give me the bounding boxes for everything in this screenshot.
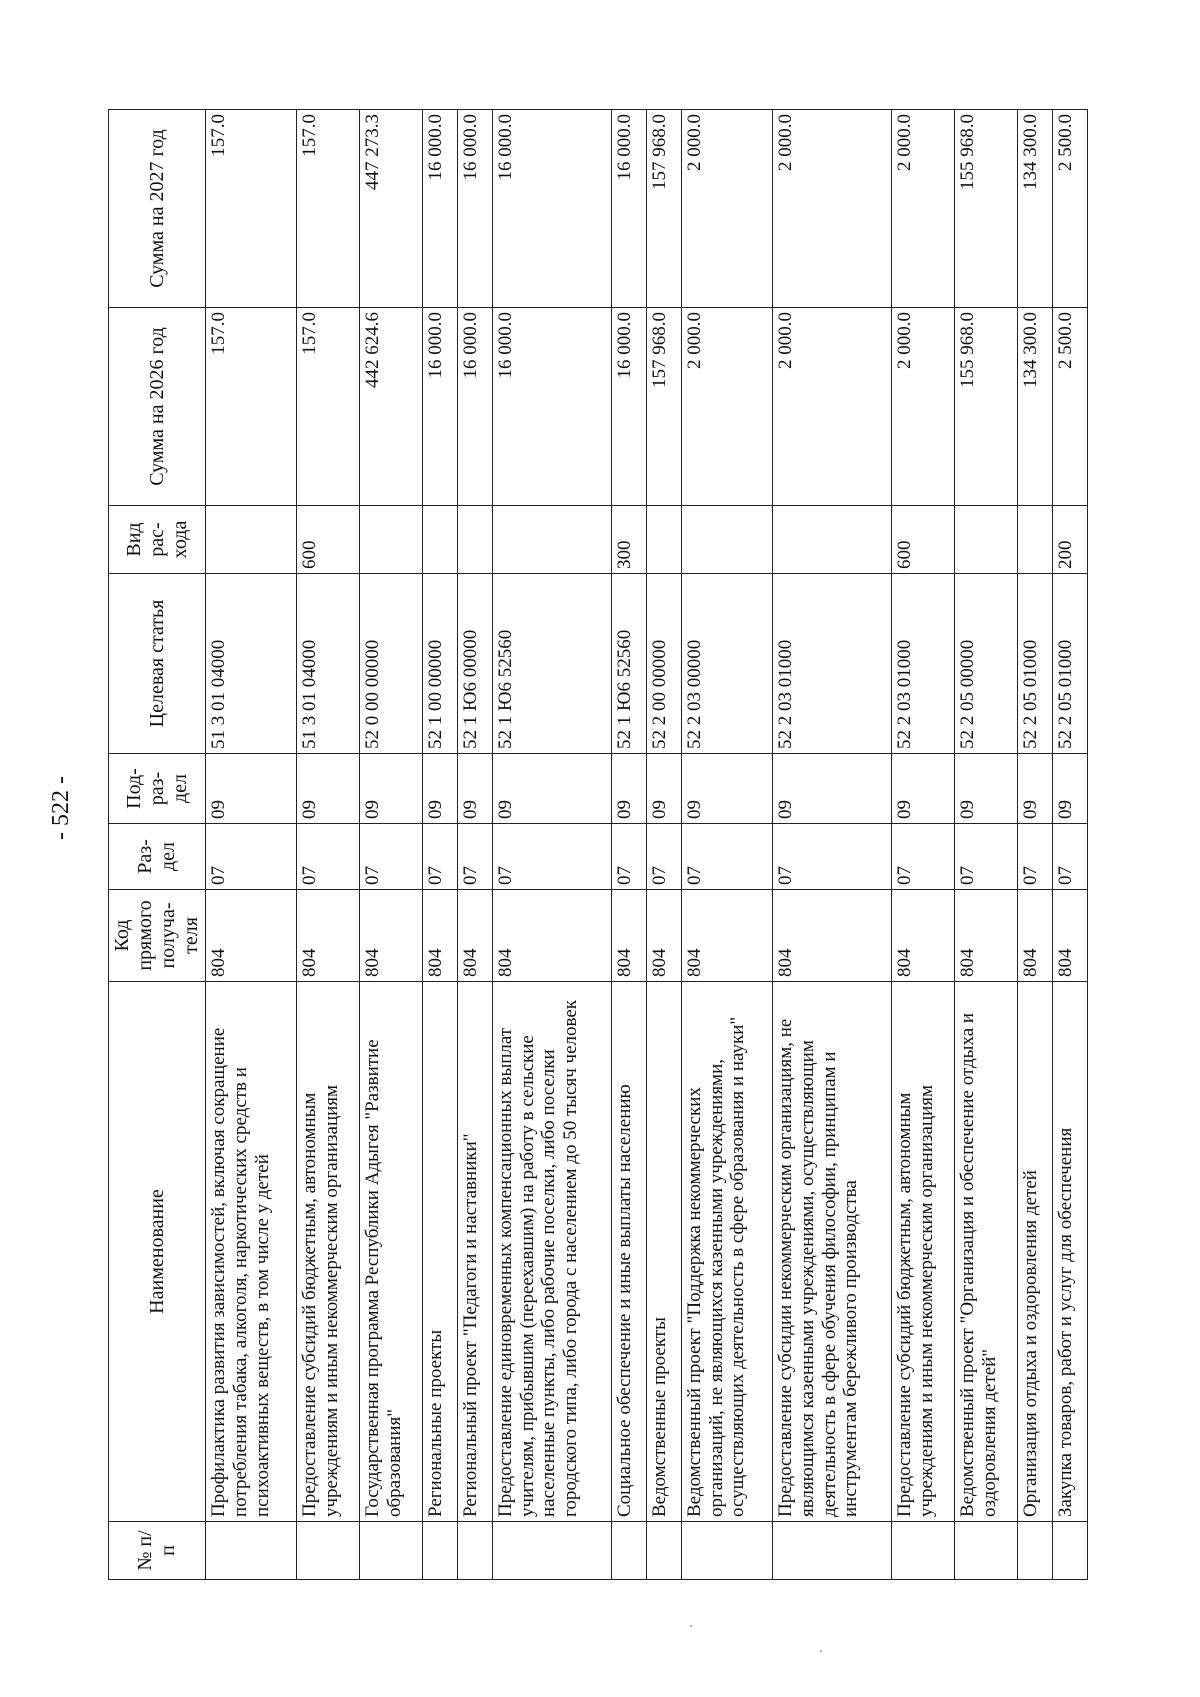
cell-vid — [423, 506, 458, 574]
cell-name: Предоставление субсидии некоммерческим организациям, не являющимся казенными учреждениями, осуществляющим деятельность в сфере обучения философии, принципам и инструментам бережливого производства — [772, 982, 892, 1522]
table-row — [955, 110, 1018, 1580]
cell-vid — [360, 506, 423, 574]
cell-tselevaya: 52 1 00 00000 — [423, 574, 458, 754]
cell-podrazdel: 09 — [1018, 754, 1053, 824]
cell-podrazdel: 09 — [457, 754, 492, 824]
cell-num — [1018, 1522, 1053, 1580]
cell-tselevaya: 52 2 00 00000 — [646, 574, 681, 754]
cell-tselevaya: 51 3 01 04000 — [297, 574, 360, 754]
cell-vid — [772, 506, 892, 574]
cell-name: Государственная программа Республики Адыгея "Развитие образования" — [360, 982, 423, 1522]
cell-sum-2026: 2 000.0 — [772, 308, 892, 506]
cell-num — [681, 1522, 772, 1580]
cell-num — [492, 1522, 612, 1580]
cell-vid — [206, 506, 297, 574]
header-tselevaya: Целевая статья — [109, 574, 206, 754]
cell-podrazdel: 09 — [646, 754, 681, 824]
cell-sum-2026: 16 000.0 — [457, 308, 492, 506]
header-code: Код прямого получа-теля — [109, 890, 206, 982]
header-podrazdel: Под-раз-дел — [109, 754, 206, 824]
cell-sum-2027: 157.0 — [206, 110, 297, 308]
cell-razdel: 07 — [1053, 824, 1088, 890]
cell-sum-2026: 16 000.0 — [423, 308, 458, 506]
cell-code: 804 — [360, 890, 423, 982]
cell-tselevaya: 52 2 05 01000 — [1018, 574, 1053, 754]
cell-tselevaya: 52 2 05 00000 — [955, 574, 1018, 754]
cell-razdel: 07 — [206, 824, 297, 890]
cell-name: Региональный проект "Педагоги и наставники" — [457, 982, 492, 1522]
header-num: № п/п — [109, 1522, 206, 1580]
cell-num — [772, 1522, 892, 1580]
cell-num — [457, 1522, 492, 1580]
cell-razdel: 07 — [360, 824, 423, 890]
cell-sum-2027: 16 000.0 — [457, 110, 492, 308]
cell-code: 804 — [892, 890, 955, 982]
cell-num — [423, 1522, 458, 1580]
cell-name: Закупка товаров, работ и услуг для обеспечения — [1053, 982, 1088, 1522]
table-header-row — [109, 110, 206, 1580]
cell-razdel: 07 — [955, 824, 1018, 890]
cell-razdel: 07 — [457, 824, 492, 890]
cell-sum-2026: 134 300.0 — [1018, 308, 1053, 506]
cell-vid — [955, 506, 1018, 574]
cell-code: 804 — [457, 890, 492, 982]
cell-razdel: 07 — [423, 824, 458, 890]
cell-sum-2027: 16 000.0 — [423, 110, 458, 308]
cell-podrazdel: 09 — [681, 754, 772, 824]
cell-sum-2027: 2 500.0 — [1053, 110, 1088, 308]
cell-name: Ведомственный проект "Организация и обеспечение отдыха и оздоровления детей" — [955, 982, 1018, 1522]
cell-name: Предоставление единовременных компенсационных выплат учителям, прибывшим (переехавшим) на работу в сельские населенные пункты, либо рабочие поселки, либо поселки городского типа, либо города с населением до 50 тысяч человек — [492, 982, 612, 1522]
cell-code: 804 — [955, 890, 1018, 982]
cell-name: Ведомственный проект "Поддержка некоммерческих организаций, не являющихся казенными учреждениями, осуществляющих деятельность в сфере образования и науки" — [681, 982, 772, 1522]
table-row — [1018, 110, 1053, 1580]
cell-sum-2027: 134 300.0 — [1018, 110, 1053, 308]
cell-podrazdel: 09 — [772, 754, 892, 824]
cell-code: 804 — [297, 890, 360, 982]
cell-code: 804 — [423, 890, 458, 982]
cell-razdel: 07 — [772, 824, 892, 890]
cell-vid — [646, 506, 681, 574]
cell-podrazdel: 09 — [892, 754, 955, 824]
cell-sum-2027: 157 968.0 — [646, 110, 681, 308]
cell-tselevaya: 52 2 03 01000 — [892, 574, 955, 754]
table-row — [206, 110, 297, 1580]
cell-podrazdel: 09 — [297, 754, 360, 824]
cell-code: 804 — [612, 890, 647, 982]
cell-tselevaya: 51 3 01 04000 — [206, 574, 297, 754]
cell-sum-2026: 157 968.0 — [646, 308, 681, 506]
cell-name: Ведомственные проекты — [646, 982, 681, 1522]
cell-sum-2027: 447 273.3 — [360, 110, 423, 308]
cell-code: 804 — [1053, 890, 1088, 982]
cell-sum-2027: 2 000.0 — [892, 110, 955, 308]
table-row — [492, 110, 612, 1580]
cell-podrazdel: 09 — [1053, 754, 1088, 824]
cell-name: Социальное обеспечение и иные выплаты населению — [612, 982, 647, 1522]
cell-code: 804 — [492, 890, 612, 982]
table-row — [772, 110, 892, 1580]
header-sum-2027: Сумма на 2027 год — [109, 110, 206, 308]
rotated-table-container — [108, 110, 1088, 1580]
cell-vid — [457, 506, 492, 574]
cell-razdel: 07 — [612, 824, 647, 890]
table-row — [457, 110, 492, 1580]
cell-sum-2027: 16 000.0 — [612, 110, 647, 308]
table-row — [646, 110, 681, 1580]
cell-razdel: 07 — [297, 824, 360, 890]
cell-sum-2026: 157.0 — [297, 308, 360, 506]
cell-num — [612, 1522, 647, 1580]
cell-vid — [492, 506, 612, 574]
cell-code: 804 — [646, 890, 681, 982]
cell-code: 804 — [772, 890, 892, 982]
cell-razdel: 07 — [892, 824, 955, 890]
cell-num — [892, 1522, 955, 1580]
cell-razdel: 07 — [681, 824, 772, 890]
scan-speck — [820, 1650, 822, 1652]
cell-sum-2026: 442 624.6 — [360, 308, 423, 506]
cell-podrazdel: 09 — [955, 754, 1018, 824]
cell-podrazdel: 09 — [492, 754, 612, 824]
cell-sum-2026: 16 000.0 — [492, 308, 612, 506]
table-row — [681, 110, 772, 1580]
cell-tselevaya: 52 0 00 00000 — [360, 574, 423, 754]
cell-vid: 300 — [612, 506, 647, 574]
header-sum-2026: Сумма на 2026 год — [109, 308, 206, 506]
table-row — [892, 110, 955, 1580]
cell-code: 804 — [206, 890, 297, 982]
cell-sum-2026: 16 000.0 — [612, 308, 647, 506]
table-row — [1053, 110, 1088, 1580]
cell-name: Региональные проекты — [423, 982, 458, 1522]
cell-sum-2027: 157.0 — [297, 110, 360, 308]
cell-razdel: 07 — [646, 824, 681, 890]
cell-name: Предоставление субсидий бюджетным, автономным учреждениям и иным некоммерческим организациям — [892, 982, 955, 1522]
table-row — [423, 110, 458, 1580]
cell-vid: 200 — [1053, 506, 1088, 574]
table-row — [297, 110, 360, 1580]
table-row — [360, 110, 423, 1580]
page-number: - 522 - — [48, 776, 74, 840]
table-row — [612, 110, 647, 1580]
cell-sum-2027: 155 968.0 — [955, 110, 1018, 308]
cell-tselevaya: 52 2 05 01000 — [1053, 574, 1088, 754]
cell-num — [297, 1522, 360, 1580]
budget-table — [108, 109, 1088, 1580]
cell-podrazdel: 09 — [360, 754, 423, 824]
header-vid: Вид рас-хода — [109, 506, 206, 574]
cell-vid — [1018, 506, 1053, 574]
cell-podrazdel: 09 — [206, 754, 297, 824]
cell-sum-2026: 155 968.0 — [955, 308, 1018, 506]
cell-razdel: 07 — [492, 824, 612, 890]
cell-num — [206, 1522, 297, 1580]
cell-tselevaya: 52 2 03 01000 — [772, 574, 892, 754]
cell-sum-2027: 16 000.0 — [492, 110, 612, 308]
header-name: Наименование — [109, 982, 206, 1522]
cell-code: 804 — [681, 890, 772, 982]
cell-name: Организация отдыха и оздоровления детей — [1018, 982, 1053, 1522]
cell-num — [1053, 1522, 1088, 1580]
cell-name: Предоставление субсидий бюджетным, автономным учреждениям и иным некоммерческим организациям — [297, 982, 360, 1522]
cell-sum-2026: 157.0 — [206, 308, 297, 506]
cell-sum-2027: 2 000.0 — [681, 110, 772, 308]
cell-vid: 600 — [297, 506, 360, 574]
cell-sum-2026: 2 000.0 — [892, 308, 955, 506]
cell-tselevaya: 52 1 Ю6 52560 — [492, 574, 612, 754]
header-razdel: Раз-дел — [109, 824, 206, 890]
cell-num — [955, 1522, 1018, 1580]
cell-tselevaya: 52 1 Ю6 52560 — [612, 574, 647, 754]
cell-podrazdel: 09 — [612, 754, 647, 824]
cell-num — [360, 1522, 423, 1580]
cell-podrazdel: 09 — [423, 754, 458, 824]
cell-vid: 600 — [892, 506, 955, 574]
cell-code: 804 — [1018, 890, 1053, 982]
scan-speck — [690, 1625, 692, 1627]
cell-sum-2026: 2 000.0 — [681, 308, 772, 506]
table-body — [206, 110, 1088, 1580]
cell-num — [646, 1522, 681, 1580]
cell-sum-2027: 2 000.0 — [772, 110, 892, 308]
cell-razdel: 07 — [1018, 824, 1053, 890]
cell-name: Профилактика развития зависимостей, включая сокращение потребления табака, алкоголя, наркотических средств и психоактивных веществ, в том числе у детей — [206, 982, 297, 1522]
cell-sum-2026: 2 500.0 — [1053, 308, 1088, 506]
cell-tselevaya: 52 2 03 00000 — [681, 574, 772, 754]
cell-vid — [681, 506, 772, 574]
cell-tselevaya: 52 1 Ю6 00000 — [457, 574, 492, 754]
